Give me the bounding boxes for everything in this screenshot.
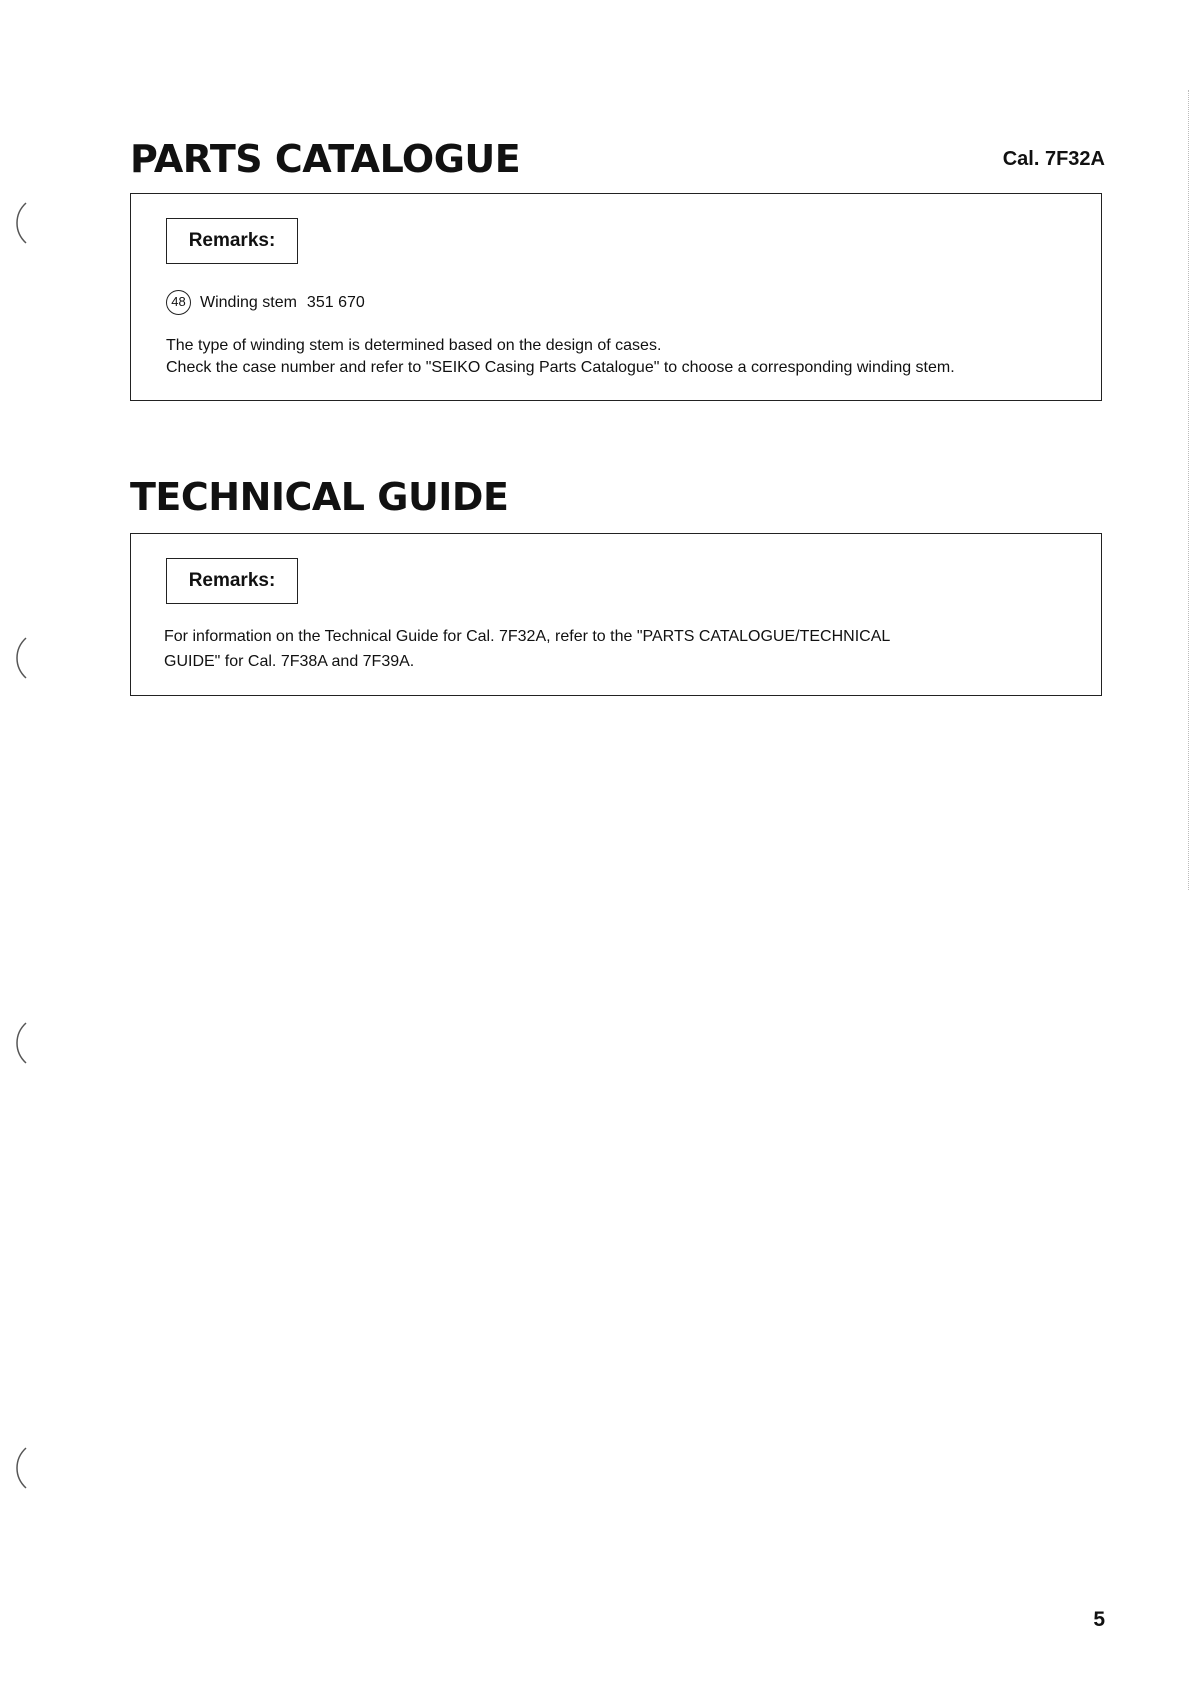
binding-mark [10,1445,32,1491]
remarks-label: Remarks: [166,218,298,264]
technical-guide-title: TECHNICAL GUIDE [130,475,509,519]
calibre-label: Cal. 7F32A [1002,148,1105,170]
parts-description-line: The type of winding stem is determined based on the design of cases. [166,337,662,354]
binding-mark [10,635,32,681]
page-number: 5 [1093,1608,1105,1631]
part-entry [166,290,365,315]
binding-mark [10,1020,32,1066]
technical-remarks-box [130,533,1102,696]
part-name: Winding stem [200,293,297,311]
technical-description-line: For information on the Technical Guide for Cal. 7F32A, refer to the "PARTS CATALOGUE/TECHNICAL [164,628,891,645]
remarks-label: Remarks: [166,558,298,604]
technical-description-line: GUIDE" for Cal. 7F38A and 7F39A. [164,653,415,670]
parts-description-line: Check the case number and refer to "SEIKO Casing Parts Catalogue" to choose a corresponding winding stem. [166,359,955,376]
scan-edge-line [1188,90,1189,890]
parts-remarks-box [130,193,1102,401]
part-number-badge: 48 [166,290,191,315]
parts-catalogue-title: PARTS CATALOGUE [130,137,521,181]
part-code: 351 670 [306,293,365,311]
binding-mark [10,200,32,246]
